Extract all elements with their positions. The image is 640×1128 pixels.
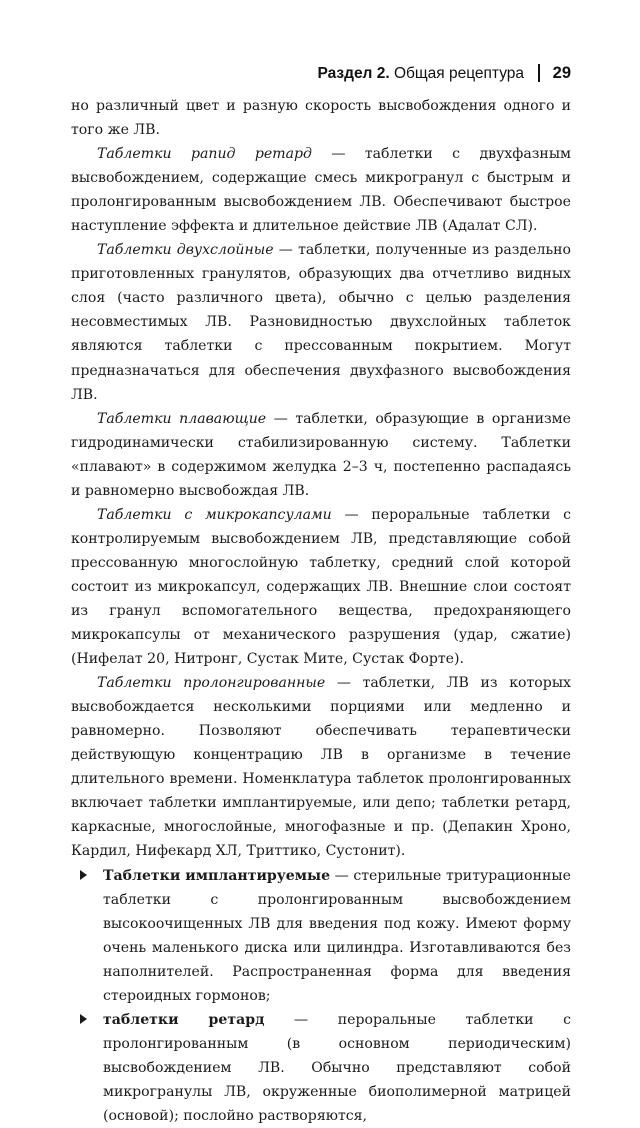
- running-header: [317, 63, 571, 84]
- paragraph: [71, 407, 571, 503]
- paragraph-text: — пероральные таблетки с контролируемым высвобождением ЛВ, представляющие собой прессованную многослойную таблетку, средний слой которой состоит из микрокапсул, содержащих ЛВ. Внешние слои состоят из гранул вспомогательного вещества, предохраняющего микрокапсулы от механического разрушения (удар, сжатие) (Нифелат 20, Нитронг, Сустак Мите, Сустак Форте).: [71, 506, 571, 668]
- definition-term: Таблетки с микрокапсулами: [97, 506, 332, 523]
- paragraph-text: — таблетки с двухфазным высвобождением, содержащие смесь микрогранул с быстрым и пролонгированным высвобождением ЛВ. Обеспечивают быстрое наступление эффекта и длительное действие ЛВ (Адалат СЛ).: [71, 146, 571, 235]
- definition-term: Таблетки плавающие: [97, 410, 267, 427]
- section-label: Раздел 2.: [317, 65, 390, 82]
- definition-term: Таблетки рапид ретард: [97, 146, 312, 163]
- list-item-text: — пероральные таблетки с пролонгированным (в основном периодическим) высвобождением ЛВ. Обычно представляют собой микрогранулы ЛВ, окруженные биополимерной матрицей (основой); послойно растворяются,: [103, 1011, 571, 1124]
- list-item: [71, 864, 571, 1008]
- definition-term: Таблетки имплантируемые: [103, 867, 331, 884]
- section-title: Общая рецептура: [393, 65, 525, 82]
- paragraph-text: — таблетки, образующие в организме гидродинамически стабилизированную систему. Таблетки «плавают» в содержимом желудка 2–3 ч, постепенно распадаясь и равномерно высвобождая ЛВ.: [71, 410, 571, 499]
- paragraph-text: — таблетки, полученные из раздельно приготовленных гранулятов, образующих два отчетливо видных слоя (часто различного цвета), обычно с целью разделения несовместимых ЛВ. Разновидностью двухслойных таблеток являются таблетки с прессованным покрытием. Могут предназначаться для обеспечения двухфазного высвобождения ЛВ.: [71, 242, 571, 403]
- paragraph-text: но различный цвет и разную скорость высвобождения одного и того же ЛВ.: [71, 98, 571, 139]
- paragraph: [71, 94, 571, 142]
- list-item: [71, 1008, 571, 1128]
- paragraph: [71, 238, 571, 406]
- page-number: 29: [552, 64, 571, 82]
- definition-term: таблетки ретард: [103, 1011, 265, 1028]
- paragraph: [71, 671, 571, 863]
- triangle-bullet-icon: [80, 870, 87, 880]
- paragraph: [71, 503, 571, 671]
- paragraph: [71, 142, 571, 238]
- header-divider: [538, 64, 540, 82]
- definition-term: Таблетки двухслойные: [97, 242, 274, 259]
- triangle-bullet-icon: [80, 1014, 87, 1024]
- page-body: [71, 94, 571, 1128]
- list-item-text: — стерильные тритурационные таблетки с пролонгированным высвобождением высокоочищенных ЛВ для введения под кожу. Имеют форму очень маленького диска или цилиндра. Изготавливаются без наполнителей. Распространенная форма для введения стероидных гормонов;: [103, 867, 571, 1004]
- paragraph-text: — таблетки, ЛВ из которых высвобождается несколькими порциями или медленно и равномерно. Позволяют обеспечивать терапевтически действующую концентрацию ЛВ в организме в течение длительного времени. Номенклатура таблеток пролонгированных включает таблетки имплантируемые, или депо; таблетки ретард, каркасные, многослойные, многофазные и пр. (Депакин Хроно, Кардил, Нифекард ХЛ, Триттико, Сустонит).: [71, 675, 571, 860]
- definition-term: Таблетки пролонгированные: [97, 675, 326, 692]
